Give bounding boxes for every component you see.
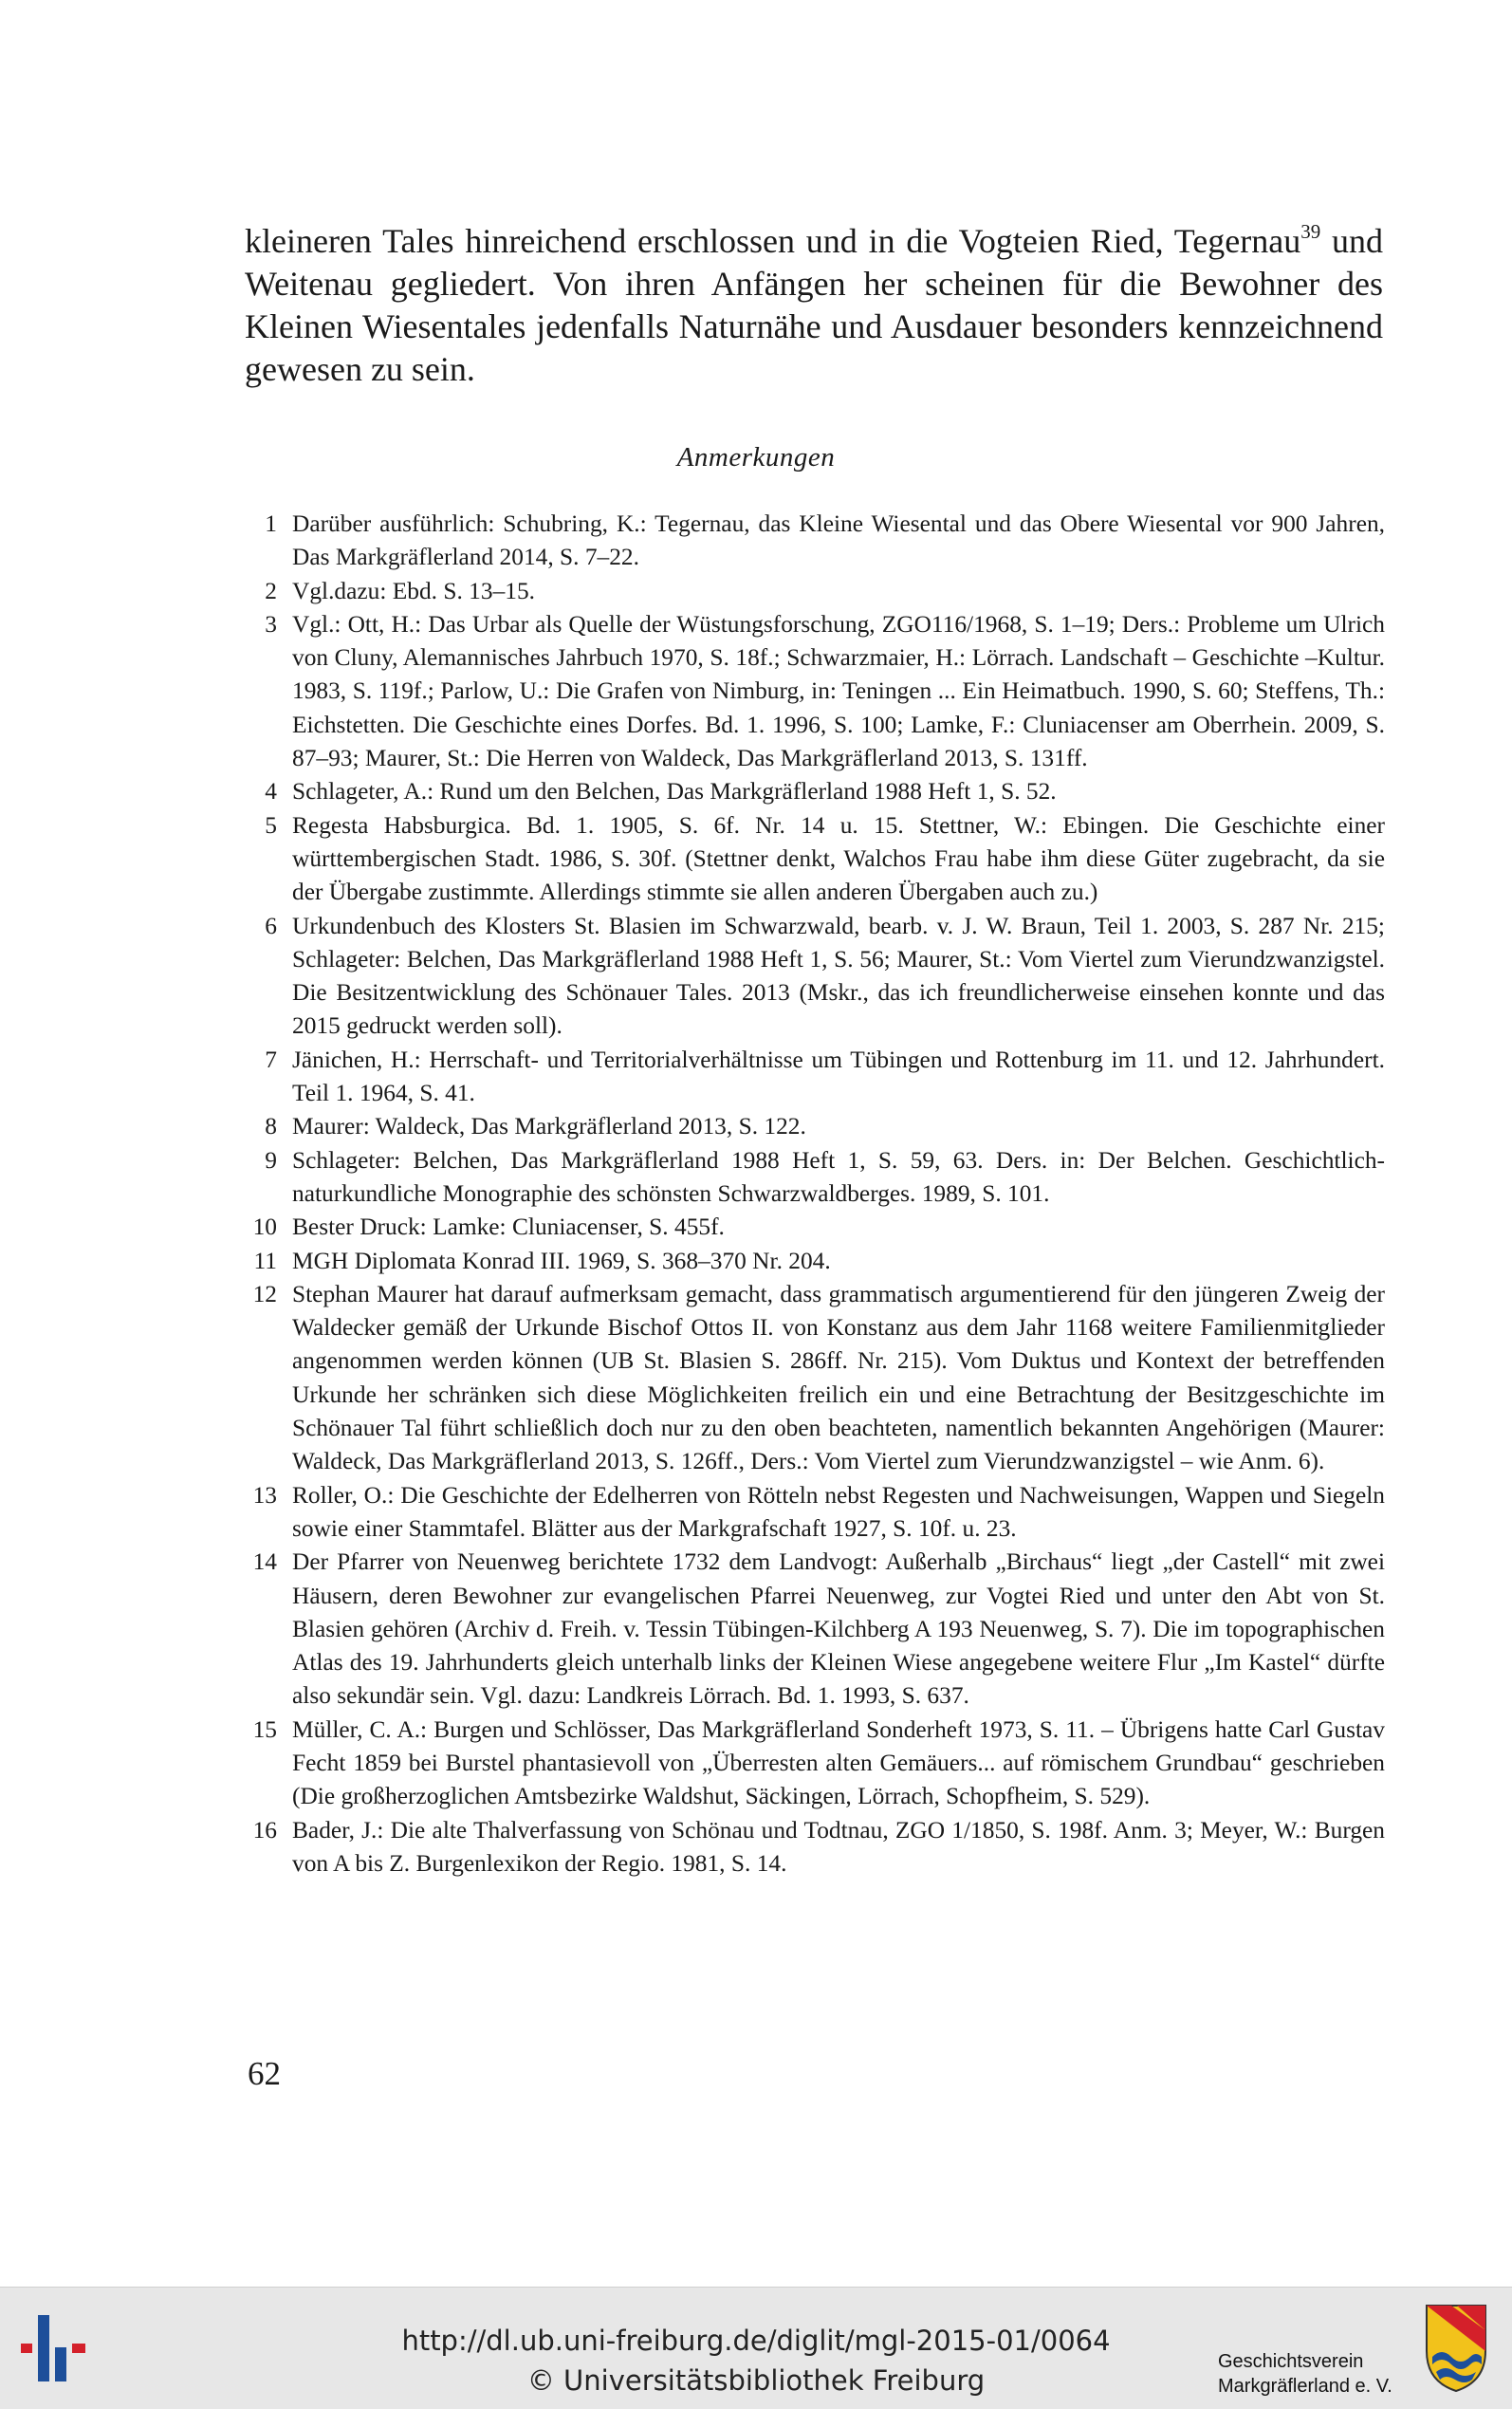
intro-text-end: und Weitenau gegliedert. Von ihren Anfängen her scheinen für die Bewohner des Kleinen Wiesentales jedenfalls Naturnähe und Ausdauer besonders kennzeichnend gewesen zu sein. <box>245 222 1384 388</box>
note-item <box>245 1479 1385 1547</box>
note-number: 13 <box>252 1481 277 1509</box>
coat-of-arms-icon[interactable] <box>1423 2302 1489 2395</box>
note-text: Vgl.: Ott, H.: Das Urbar als Quelle der Wüstungsforschung, ZGO116/1968, S. 1–19; Ders.: Probleme um Ulrich von Cluny, Alemannisches Jahrbuch 1970, S. 18f.; Schwarzmaier, H.: Lörrach. Landschaft – Geschichte –Kultur. 1983, S. 119f.; Parlow, U.: Die Grafen von Nimburg, in: Teningen ... Ein Heimatbuch. 1990, S. 60; Steffens, Th.: Eichstetten. Die Geschichte eines Dorfes. Bd. 1. 1996, S. 100; Lamke, F.: Cluniacenser am Oberrhein. 2009, S. 87–93; Maurer, St.: Die Herren von Waldeck, Das Markgräflerland 2013, S. 131ff. <box>292 610 1385 772</box>
note-item <box>245 910 1385 1044</box>
note-number: 3 <box>265 610 277 638</box>
note-number: 1 <box>265 510 277 537</box>
note-item <box>245 1278 1385 1479</box>
note-item <box>245 1110 1385 1143</box>
note-item <box>245 508 1385 575</box>
note-text: Urkundenbuch des Klosters St. Blasien im Schwarzwald, bearb. v. J. W. Braun, Teil 1. 2003, S. 287 Nr. 215; Schlageter: Belchen, Das Markgräflerland 1988 Heft 1, S. 56; Maurer, St.: Vom Viertel zum Vierundzwanzigstel. Die Besitzentwicklung des Schönauer Tales. 2013 (Mskr., das ich freundlicherweise einsehen konnte und das 2015 gedruckt werden soll). <box>292 912 1385 1040</box>
note-number: 2 <box>265 577 277 604</box>
intro-text-start: kleineren Tales hinreichend erschlossen und in die Vogteien Ried, Tegernau <box>245 222 1301 260</box>
note-item <box>245 1814 1385 1881</box>
note-number: 15 <box>252 1715 277 1743</box>
note-item <box>245 1546 1385 1713</box>
note-item <box>245 1144 1385 1212</box>
note-item <box>245 1714 1385 1814</box>
footnote-ref-39[interactable]: 39 <box>1300 220 1321 243</box>
note-item <box>245 1211 1385 1244</box>
page-number: 62 <box>248 2055 281 2092</box>
notes-heading: Anmerkungen <box>676 442 836 473</box>
note-text: Regesta Habsburgica. Bd. 1. 1905, S. 6f. Nr. 14 u. 15. Stettner, W.: Ebingen. Die Geschichte einer württembergischen Stadt. 1986, S. 30f. (Stettner denkt, Walchos Frau habe ihm diese Güter zugebracht, da sie der Übergabe zustimmte. Allerdings stimmte sie allen anderen Übergaben auch zu.) <box>292 811 1385 906</box>
note-number: 16 <box>252 1816 277 1844</box>
note-number: 7 <box>265 1046 277 1073</box>
note-text: Jänichen, H.: Herrschaft- und Territorialverhältnisse um Tübingen und Rottenburg im 11. und 12. Jahrhundert. Teil 1. 1964, S. 41. <box>292 1046 1385 1107</box>
note-item <box>245 1044 1385 1111</box>
society-name <box>1218 2349 1423 2399</box>
note-number: 10 <box>252 1214 277 1241</box>
source-url-link[interactable]: http://dl.ub.uni-freiburg.de/diglit/mgl-2015-01/0064 <box>401 2325 1111 2357</box>
note-text: Schlageter, A.: Rund um den Belchen, Das Markgräflerland 1988 Heft 1, S. 52. <box>292 778 1057 806</box>
note-text: Bader, J.: Die alte Thalverfassung von Schönau und Todtnau, ZGO 1/1850, S. 198f. Anm. 3; Meyer, W.: Burgen von A bis Z. Burgenlexikon der Regio. 1981, S. 14. <box>292 1816 1385 1877</box>
note-text: Schlageter: Belchen, Das Markgräflerland 1988 Heft 1, S. 59, 63. Ders. in: Der Belchen. Geschichtlich-naturkundliche Monographie des schönsten Schwarzwaldberges. 1989, S. 101. <box>292 1146 1385 1207</box>
note-number: 8 <box>265 1113 277 1140</box>
note-item <box>245 775 1385 808</box>
note-text: MGH Diplomata Konrad III. 1969, S. 368–370 Nr. 204. <box>292 1247 831 1274</box>
note-number: 14 <box>252 1548 277 1576</box>
intro-paragraph <box>245 220 1383 391</box>
note-number: 11 <box>253 1247 277 1274</box>
note-text: Bester Druck: Lamke: Cluniacenser, S. 455f. <box>292 1214 725 1241</box>
note-number: 5 <box>265 811 277 839</box>
note-item <box>245 608 1385 775</box>
note-text: Müller, C. A.: Burgen und Schlösser, Das Markgräflerland Sonderheft 1973, S. 11. – Übrigens hatte Carl Gustav Fecht 1859 bei Burstel phantasievoll von „Überresten alten Gemäuers... auf römischem Grundbau“ geschrieben (Die großherzoglichen Amtsbezirke Waldshut, Säckingen, Lörrach, Schopfheim, S. 529). <box>292 1715 1385 1810</box>
note-item <box>245 575 1385 608</box>
notes-list <box>245 508 1385 1881</box>
note-number: 6 <box>265 912 277 939</box>
note-number: 9 <box>265 1146 277 1174</box>
note-text: Vgl.dazu: Ebd. S. 13–15. <box>292 577 536 604</box>
note-text: Der Pfarrer von Neuenweg berichtete 1732 dem Landvogt: Außerhalb „Birchaus“ liegt „der Castell“ mit zwei Häusern, deren Bewohner zur evangelischen Pfarrei Neuenweg, zur Vogtei Ried und unter den Abt von St. Blasien gehören (Archiv d. Freih. v. Tessin Tübingen-Kilchberg A 193 Neuenweg, S. 7). Die im topographischen Atlas des 19. Jahrhunderts gleich unterhalb links der Kleinen Wiese angegebene weitere Flur „Im Kastel“ dürfte also sekundär sein. Vgl. dazu: Landkreis Lörrach. Bd. 1. 1993, S. 637. <box>292 1548 1385 1710</box>
note-text: Roller, O.: Die Geschichte der Edelherren von Rötteln nebst Regesten und Nachweisungen, Wappen und Siegeln sowie einer Stammtafel. Blätter aus der Markgrafschaft 1927, S. 10f. u. 23. <box>292 1481 1385 1542</box>
note-item <box>245 809 1385 910</box>
note-text: Stephan Maurer hat darauf aufmerksam gemacht, dass grammatisch argumentierend für den jüngeren Zweig der Waldecker gemäß der Urkunde Bischof Ottos II. von Konstanz aus dem Jahr 1168 weitere Familienmitglieder angenommen werden können (UB St. Blasien S. 286ff. Nr. 215). Vom Duktus und Kontext der betreffenden Urkunde her schränken sich diese Möglichkeiten freilich ein und eine Betrachtung der Besitzgeschichte im Schönauer Tal führt schließlich doch nur zu den oben beachteten, namentlich bekannten Angehörigen (Maurer: Waldeck, Das Markgräflerland 2013, S. 126ff., Ders.: Vom Viertel zum Vierundzwanzigstel – wie Anm. 6). <box>292 1280 1385 1475</box>
note-number: 12 <box>252 1280 277 1307</box>
copyright-text: © Universitätsbibliothek Freiburg <box>526 2364 986 2397</box>
note-text: Darüber ausführlich: Schubring, K.: Tegernau, das Kleine Wiesental und das Obere Wiesental vor 900 Jahren, Das Markgräflerland 2014, S. 7–22. <box>292 510 1385 571</box>
note-number: 4 <box>265 778 277 806</box>
society-name-line2: Markgräflerland e. V. <box>1218 2376 1392 2397</box>
note-text: Maurer: Waldeck, Das Markgräflerland 2013, S. 122. <box>292 1113 806 1140</box>
note-item <box>245 1245 1385 1278</box>
society-name-line1: Geschichtsverein <box>1218 2351 1364 2372</box>
